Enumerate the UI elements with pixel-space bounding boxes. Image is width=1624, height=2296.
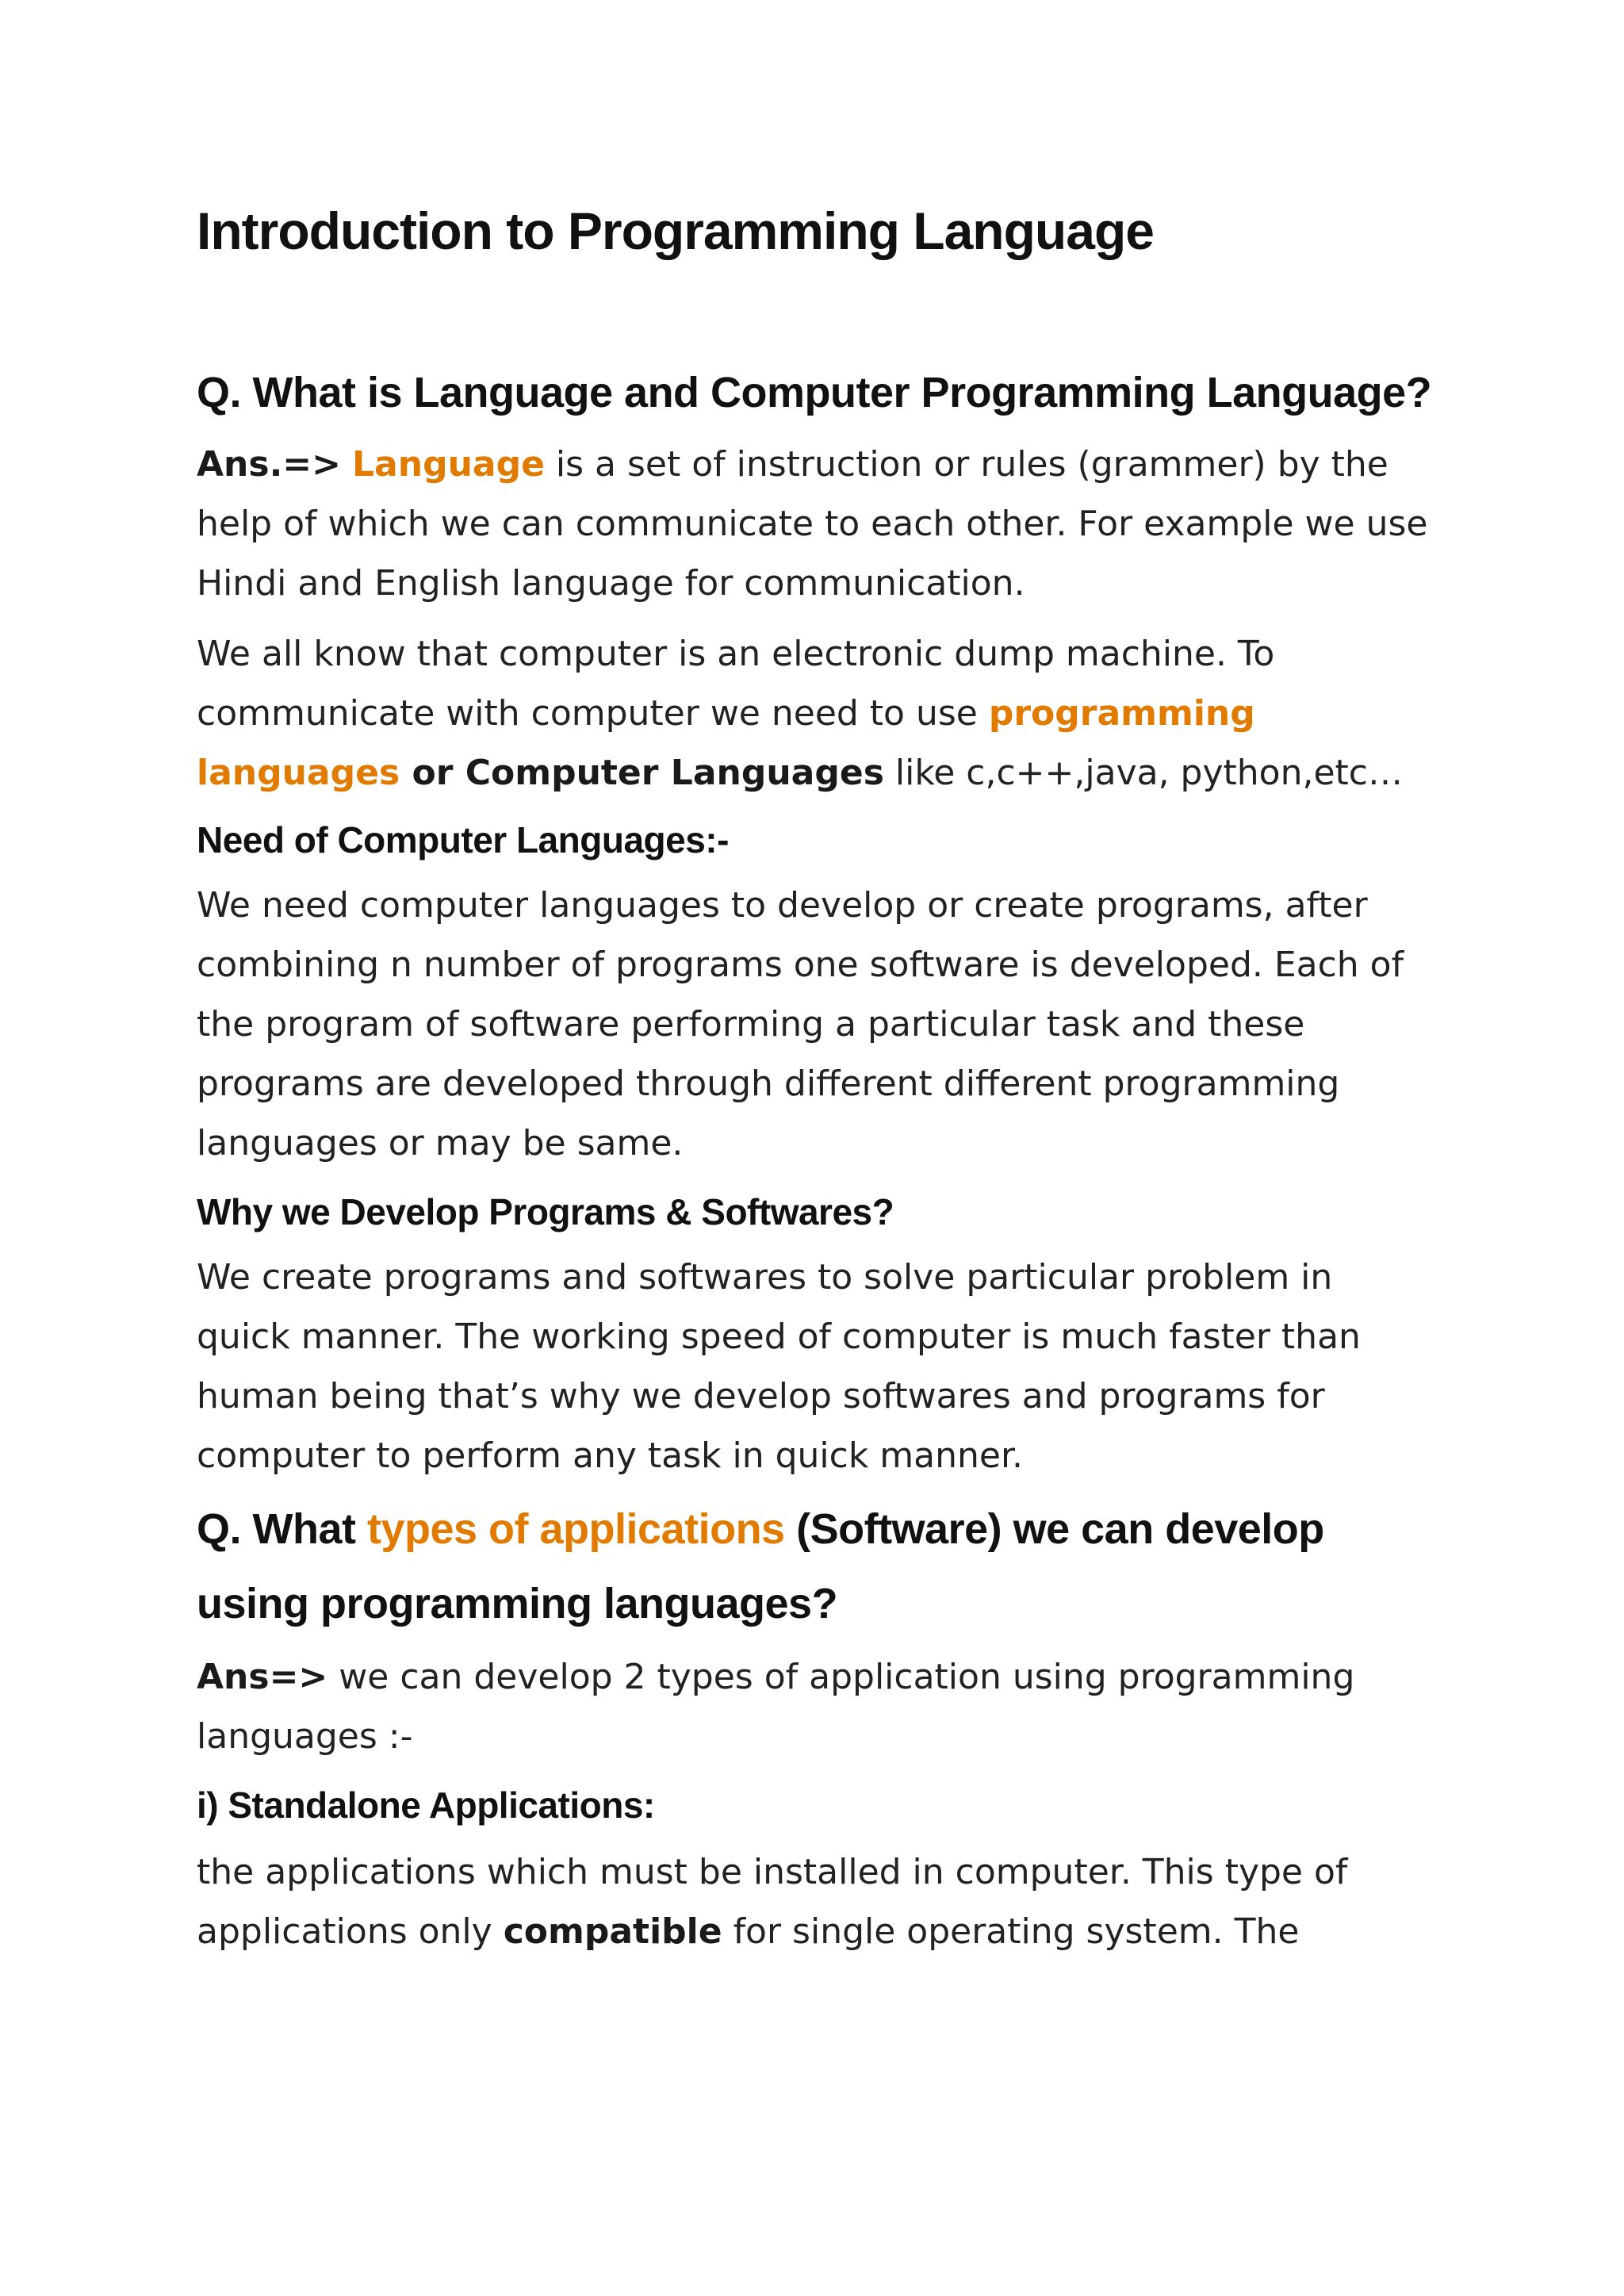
answer-1-text: is a set of instruction or rules (grammer) by the help of which we can communicate to each other. For example we use Hindi and English language for communication. [197, 444, 1428, 604]
answer-2-prefix: Ans=> [197, 1657, 328, 1697]
standalone-heading: i) Standalone Applications: [197, 1784, 655, 1826]
standalone-text-1: the applications which must be installed in computer. This type of applications only [197, 1852, 1348, 1952]
communication-text-2: like c,c++,java, python,etc… [883, 753, 1403, 793]
answer-1-prefix: Ans.=> [197, 444, 342, 485]
programming-languages-keyword: programming languages [197, 693, 1255, 793]
question-1-heading: Q. What is Language and Computer Programming Language? [197, 369, 1432, 416]
question-2-prefix: Q. What [197, 1505, 367, 1553]
communication-text-1: We all know that computer is an electronic dump machine. To communicate with computer we need to use [197, 634, 1275, 734]
computer-languages-bold: or Computer Languages [400, 753, 884, 793]
answer-2-text: we can develop 2 types of application using programming languages :- [197, 1657, 1355, 1757]
language-keyword: Language [352, 444, 545, 485]
need-heading: Need of Computer Languages:- [197, 819, 729, 861]
compatible-bold: compatible [503, 1911, 722, 1952]
why-heading: Why we Develop Programs & Softwares? [197, 1191, 894, 1232]
standalone-paragraph [197, 1842, 1434, 1961]
standalone-text-2: for single operating system. The [722, 1911, 1300, 1952]
types-of-applications-keyword: types of applications [366, 1505, 785, 1553]
answer-1-paragraph [197, 435, 1434, 613]
page-title: Introduction to Programming Language [197, 201, 1154, 260]
document-content [197, 195, 1434, 1961]
question-2-suffix: (Software) we can develop using programming languages? [197, 1505, 1324, 1627]
question-2-heading [197, 1492, 1434, 1641]
answer-2-paragraph [197, 1647, 1434, 1766]
computer-communication-paragraph [197, 624, 1434, 803]
need-paragraph: We need computer languages to develop or create programs, after combining n number of programs one software is developed. Each of the program of software performing a particular task and these programs are developed through different different programming languages or may be same. [197, 885, 1404, 1163]
why-paragraph: We create programs and softwares to solve particular problem in quick manner. The working speed of computer is much faster than human being that’s why we develop softwares and programs for computer to perform any task in quick manner. [197, 1257, 1361, 1476]
